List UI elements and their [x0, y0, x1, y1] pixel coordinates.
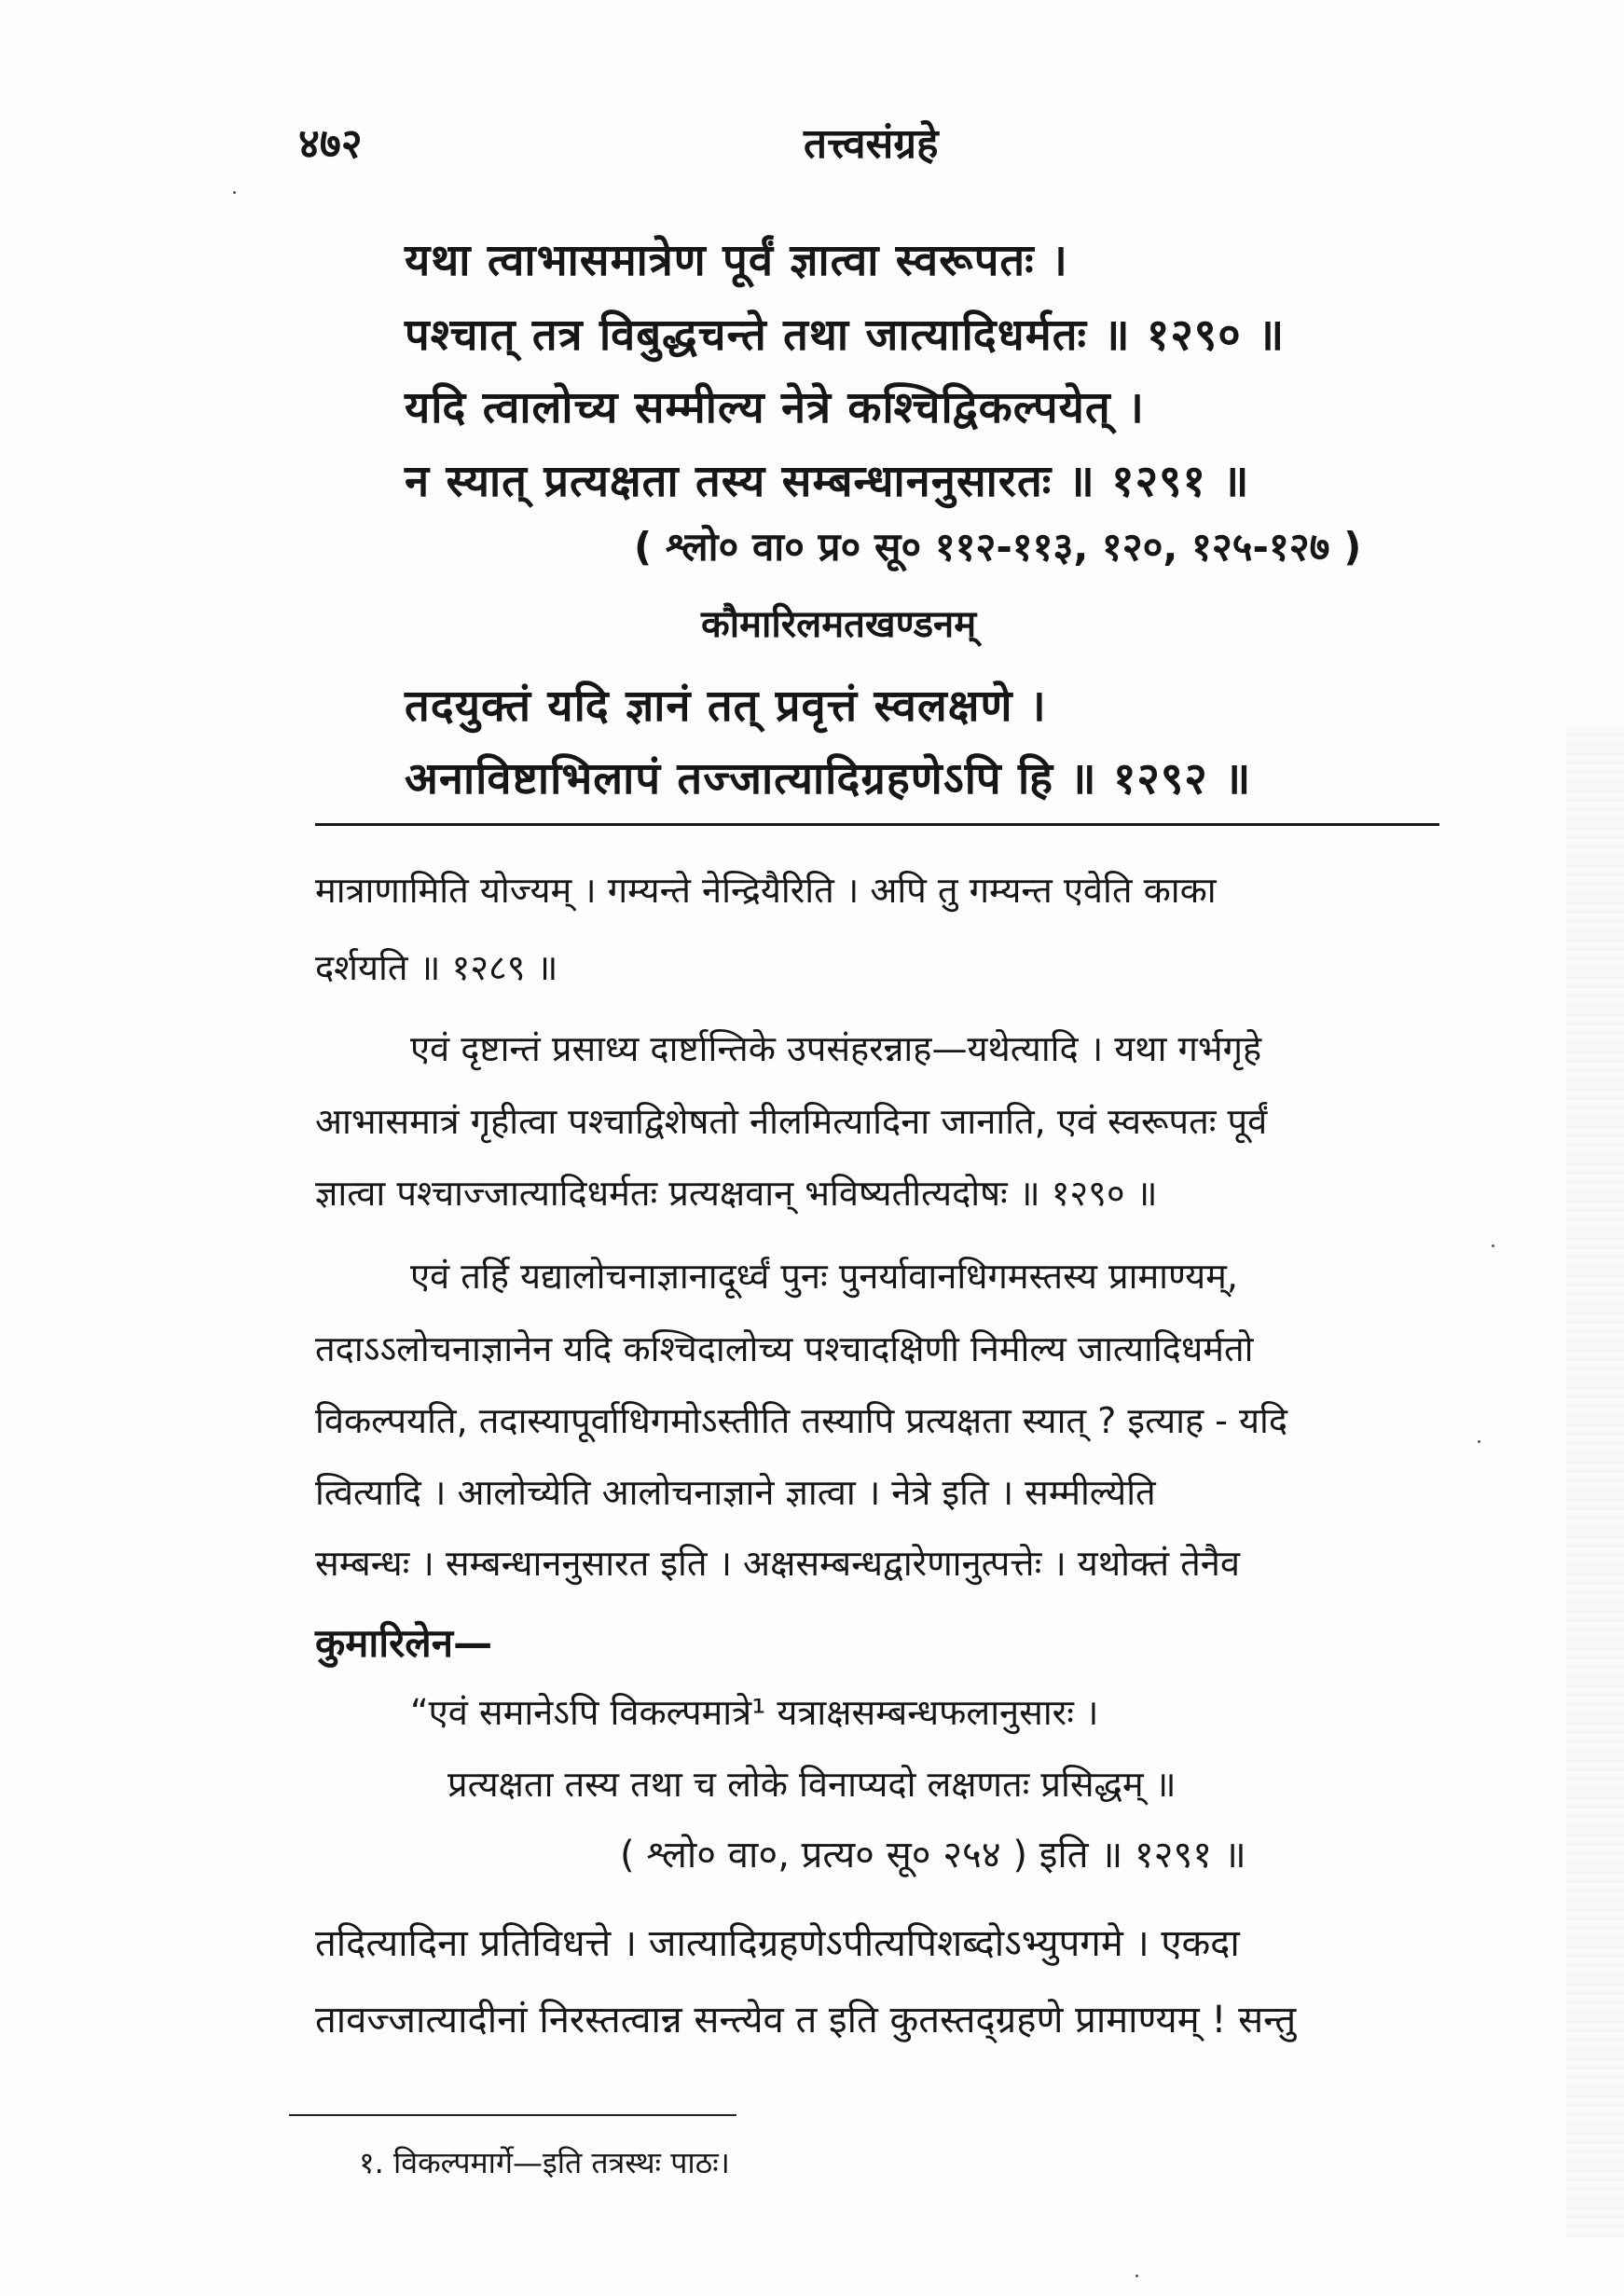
commentary-line: तदाऽऽलोचनाज्ञानेन यदि कश्चिदालोच्य पश्चादक्षिणी निमील्य जात्यादिधर्मतो — [315, 1328, 1254, 1369]
commentary-line: विकल्पयति, तदास्यापूर्वाधिगमोऽस्तीति तस्यापि प्रत्यक्षता स्यात् ? इत्याह - यदि — [315, 1400, 1288, 1441]
commentary-line: आभासमात्रं गृहीत्वा पश्चाद्विशेषतो नीलमित्यादिना जानाति, एवं स्वरूपतः पूर्वं — [315, 1101, 1268, 1142]
quotation-line: “एवं समानेऽपि विकल्पमात्रे¹ यत्राक्षसम्बन्धफलानुसारः । — [410, 1692, 1099, 1733]
footnote: १. विकल्पमार्गे—इति तत्रस्थः पाठः। — [359, 2145, 730, 2180]
commentary-line: तावज्जात्यादीनां निरस्तत्वान्न सन्त्येव त इति कुतस्तद्ग्रहणे प्रामाण्यम् ! सन्तु — [315, 1999, 1297, 2042]
verse-line: न स्यात् प्रत्यक्षता तस्य सम्बन्धाननुसारतः ॥ १२९१ ॥ — [405, 456, 1250, 507]
verse-reference: ( श्लो० वा० प्र० सू० ११२-११३, १२०, १२५-१२७ ) — [634, 524, 1362, 570]
verse-line: अनाविष्टाभिलापं तज्जात्यादिग्रहणेऽपि हि ॥ १२९२ ॥ — [405, 753, 1252, 804]
commentary-line: सम्बन्धः । सम्बन्धाननुसारत इति । अक्षसम्बन्धद्वारेणानुत्पत्तेः । यथोक्तं तेनैव — [315, 1543, 1240, 1584]
scan-speck — [1135, 2275, 1138, 2277]
section-divider — [315, 823, 1439, 826]
binding-edge-shadow — [1566, 727, 1624, 2237]
commentary-line: एवं दृष्टान्तं प्रसाध्य दार्ष्टान्तिके उपसंहरन्नाह—यथेत्यादि । यथा गर्भगृहे — [410, 1028, 1262, 1069]
commentary-line: त्वित्यादि । आलोच्येति आलोचनाज्ञाने ज्ञात्वा । नेत्रे इति । सम्मील्येति — [315, 1472, 1156, 1513]
verse-line: यथा त्वाभासमात्रेण पूर्वं ज्ञात्वा स्वरूपतः । — [405, 235, 1068, 286]
quotation-line: प्रत्यक्षता तस्य तथा च लोके विनाप्यदो लक्षणतः प्रसिद्धम् ॥ — [447, 1764, 1177, 1805]
verse-line: यदि त्वालोच्य सम्मील्य नेत्रे कश्चिद्विकल्पयेत् । — [405, 382, 1145, 433]
verse-line: पश्चात् तत्र विबुद्धचन्ते तथा जात्यादिधर्मतः ॥ १२९० ॥ — [405, 309, 1286, 361]
running-title: तत्त्वसंग्रहे — [804, 120, 939, 168]
scan-speck — [233, 191, 236, 194]
commentary-line: तदित्यादिना प्रतिविधत्ते । जात्यादिग्रहणेऽपीत्यपिशब्दोऽभ्युपगमे । एकदा — [315, 1922, 1240, 1965]
scan-speck — [1492, 1244, 1494, 1247]
commentary-line: मात्राणामिति योज्यम् । गम्यन्ते नेन्द्रियैरिति । अपि तु गम्यन्त एवेति काका — [315, 870, 1217, 911]
page-number: ४७२ — [298, 120, 363, 168]
commentary-line: ज्ञात्वा पश्चाज्जात्यादिधर्मतः प्रत्यक्षवान् भविष्यतीत्यदोषः ॥ १२९० ॥ — [315, 1173, 1158, 1214]
commentary-line: दर्शयति ॥ १२८९ ॥ — [315, 947, 558, 988]
scan-speck — [1478, 1440, 1480, 1443]
verse-line: तदयुक्तं यदि ज्ञानं तत् प्रवृत्तं स्वलक्षणे । — [405, 681, 1047, 732]
commentary-line: कुमारिलेन— — [315, 1620, 493, 1666]
section-heading: कौमारिलमतखण्डनम् — [701, 603, 977, 646]
footnote-divider — [289, 2114, 736, 2116]
commentary-line: एवं तर्हि यद्यालोचनाज्ञानादूर्ध्वं पुनः पुनर्यावानधिगमस्तस्य प्रामाण्यम्, — [410, 1256, 1238, 1297]
quotation-reference: ( श्लो० वा०, प्रत्य० सू० २५४ ) इति ॥ १२९१ ॥ — [620, 1834, 1246, 1877]
